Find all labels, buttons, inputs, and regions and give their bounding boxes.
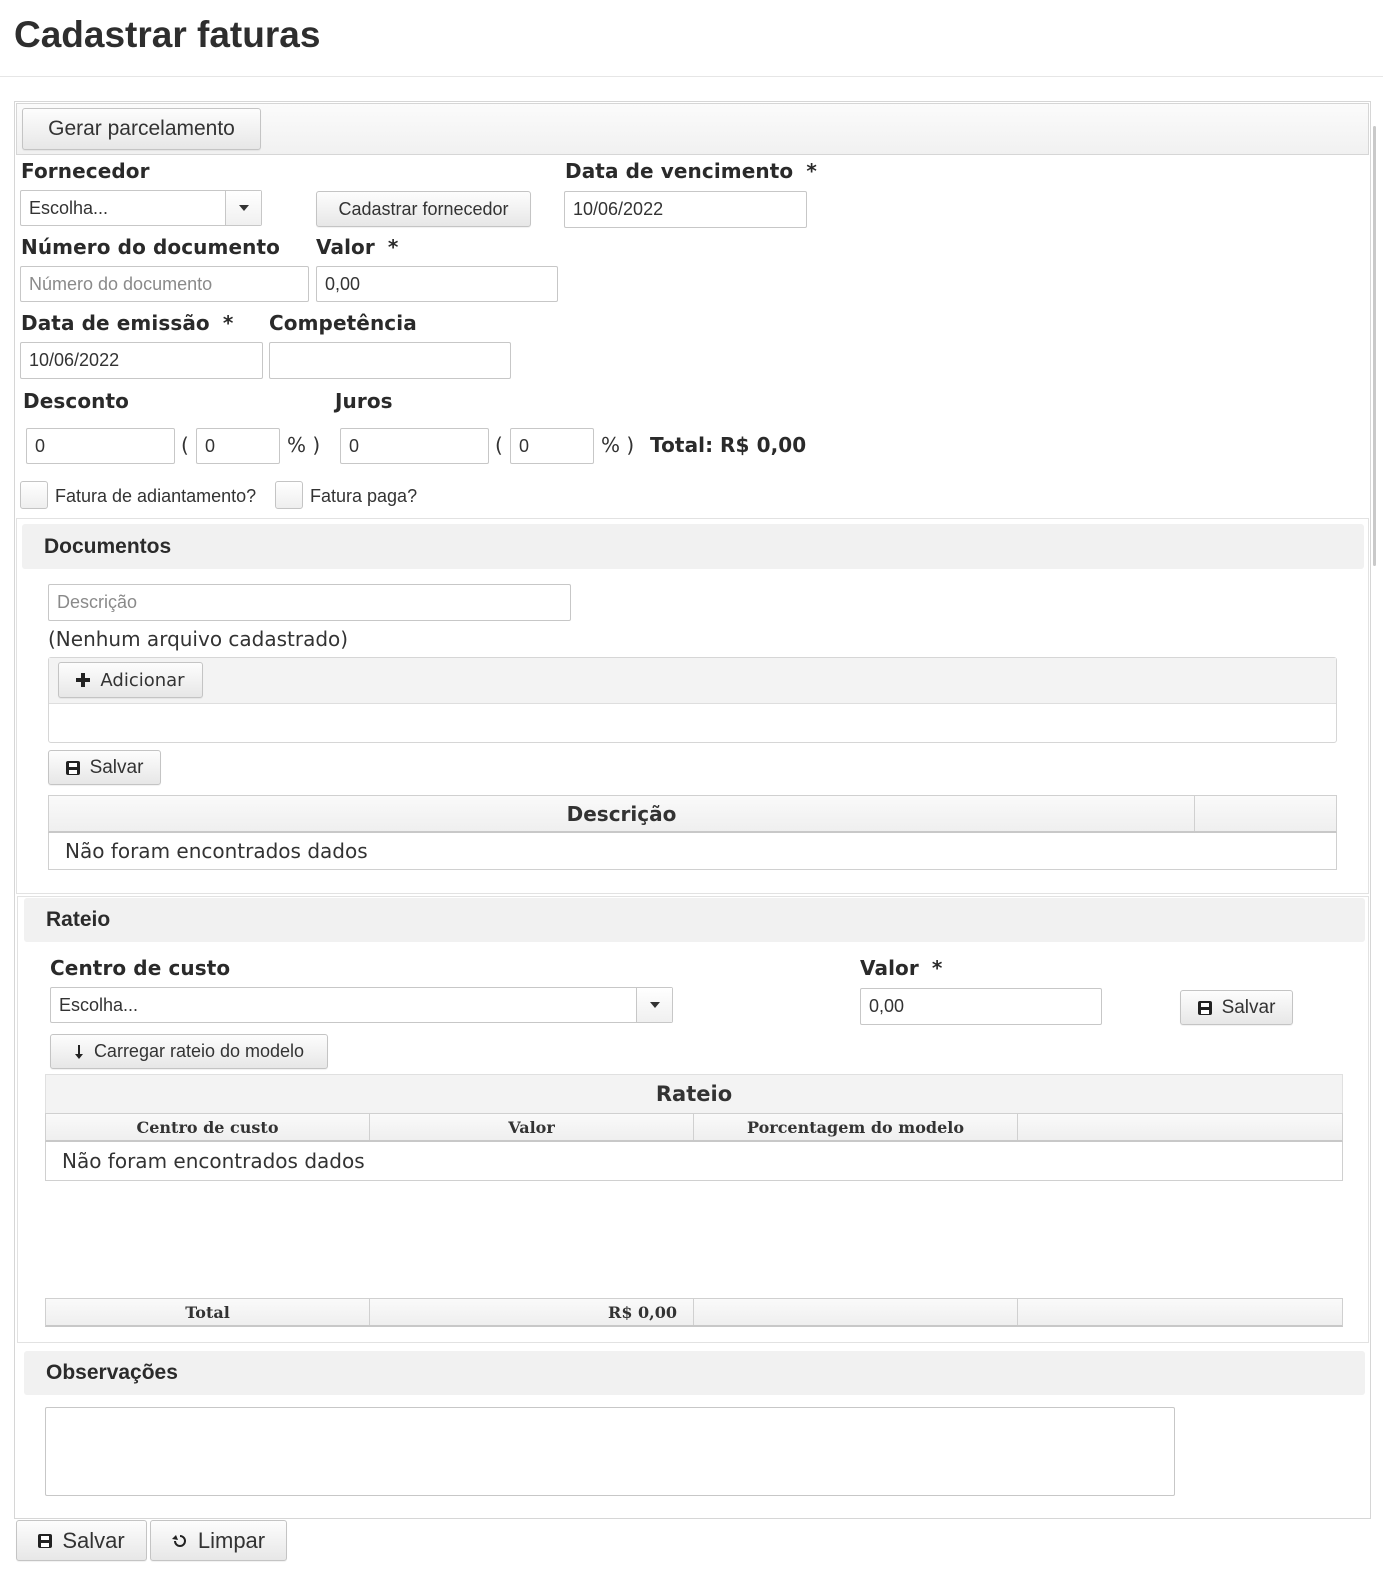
fornecedor-select-value: Escolha... <box>29 197 109 218</box>
juros-percent-input[interactable]: 0 <box>510 428 594 464</box>
salvar-label: Salvar <box>62 1527 125 1553</box>
rateio-header <box>24 898 1365 942</box>
footer-empty-cell <box>1018 1299 1342 1325</box>
emissao-label-text: Data de emissão <box>21 311 210 335</box>
competencia-label: Competência <box>269 311 417 335</box>
footer-empty-cell <box>694 1299 1018 1325</box>
column-header-valor[interactable]: Valor <box>370 1114 694 1140</box>
column-header-centro-custo[interactable]: Centro de custo <box>46 1114 370 1140</box>
rateio-valor-input[interactable]: 0,00 <box>860 988 1102 1025</box>
paga-checkbox[interactable] <box>275 481 303 509</box>
emissao-input[interactable]: 10/06/2022 <box>20 342 263 379</box>
documentos-empty-message: Não foram encontrados dados <box>65 839 368 863</box>
arrow-down-icon <box>74 1045 84 1059</box>
fornecedor-select[interactable] <box>20 190 262 226</box>
nenhum-arquivo-text: (Nenhum arquivo cadastrado) <box>48 627 349 651</box>
juros-label: Juros <box>335 389 393 413</box>
paren-open: ( <box>495 433 503 457</box>
vencimento-label <box>565 159 817 183</box>
limpar-button[interactable] <box>150 1520 287 1561</box>
footer-total-value: R$ 0,00 <box>370 1299 694 1325</box>
paga-label: Fatura paga? <box>310 486 418 506</box>
observacoes-title: Observações <box>46 1361 178 1384</box>
vencimento-input[interactable]: 10/06/2022 <box>564 191 807 228</box>
numero-documento-input[interactable]: Número do documento <box>20 266 309 302</box>
rateio-table-body <box>45 1142 1343 1181</box>
percent-close: % ) <box>601 433 635 457</box>
caret-down-icon[interactable] <box>636 988 672 1022</box>
centro-custo-label: Centro de custo <box>50 956 231 980</box>
save-icon <box>1198 1001 1212 1015</box>
save-icon <box>66 761 80 775</box>
gerar-parcelamento-button[interactable] <box>22 108 261 150</box>
column-header-porcentagem[interactable]: Porcentagem do modelo <box>694 1114 1018 1140</box>
caret-down-icon[interactable] <box>225 191 261 225</box>
refresh-icon <box>172 1534 188 1548</box>
adiantamento-label: Fatura de adiantamento? <box>55 486 257 506</box>
desconto-percent-input[interactable]: 0 <box>196 428 280 464</box>
total-value: R$ 0,00 <box>720 433 807 457</box>
cadastrar-fornecedor-label: Cadastrar fornecedor <box>338 198 509 219</box>
competencia-input[interactable] <box>269 342 511 379</box>
plus-icon <box>76 673 90 687</box>
save-icon <box>38 1534 52 1548</box>
documentos-header <box>22 524 1364 569</box>
limpar-label: Limpar <box>197 1527 266 1553</box>
rateio-valor-label <box>860 956 942 980</box>
rateio-valor-label-text: Valor <box>860 956 919 980</box>
total-label: Total: <box>650 433 714 457</box>
documentos-salvar-button[interactable] <box>48 750 161 785</box>
required-mark: * <box>931 956 943 980</box>
gerar-parcelamento-label: Gerar parcelamento <box>48 117 235 140</box>
upload-toolbar <box>49 658 1336 704</box>
observacoes-textarea[interactable] <box>45 1407 1175 1496</box>
salvar-button[interactable] <box>16 1520 147 1561</box>
rateio-table-caption: Rateio <box>45 1074 1343 1114</box>
documentos-table-body <box>48 833 1337 870</box>
percent-close: % ) <box>287 433 321 457</box>
documento-descricao-input[interactable]: Descrição <box>48 584 571 621</box>
documentos-salvar-label: Salvar <box>89 756 144 778</box>
documentos-title: Documentos <box>44 534 172 558</box>
page-title: Cadastrar faturas <box>14 14 321 55</box>
adicionar-label: Adicionar <box>100 669 185 691</box>
paren-open: ( <box>181 433 189 457</box>
rateio-empty-message: Não foram encontrados dados <box>62 1149 365 1173</box>
rateio-table-header <box>45 1113 1343 1142</box>
column-header-actions <box>1195 796 1336 831</box>
documentos-table-header <box>48 795 1337 833</box>
desconto-label: Desconto <box>23 389 130 413</box>
rateio-table-footer <box>45 1298 1343 1327</box>
rateio-salvar-button[interactable] <box>1180 990 1293 1025</box>
centro-custo-select[interactable] <box>50 987 673 1023</box>
title-divider <box>0 76 1383 77</box>
required-mark: * <box>222 311 234 335</box>
footer-total-label: Total <box>46 1299 370 1325</box>
rateio-salvar-label: Salvar <box>1221 996 1276 1018</box>
rateio-title: Rateio <box>46 908 111 931</box>
numero-documento-label: Número do documento <box>21 235 280 259</box>
observacoes-header <box>24 1351 1365 1395</box>
adiantamento-checkbox[interactable] <box>20 481 48 509</box>
adicionar-button[interactable] <box>58 662 203 698</box>
emissao-label <box>21 311 233 335</box>
cadastrar-fornecedor-button[interactable] <box>316 191 531 227</box>
fornecedor-label: Fornecedor <box>21 159 150 183</box>
required-mark: * <box>387 235 399 259</box>
column-header-actions <box>1018 1114 1342 1140</box>
column-header-descricao[interactable]: Descrição <box>49 796 1195 831</box>
centro-custo-select-value: Escolha... <box>59 994 139 1015</box>
scrollbar[interactable] <box>1373 126 1376 566</box>
valor-label <box>316 235 398 259</box>
carregar-rateio-label: Carregar rateio do modelo <box>93 1041 305 1061</box>
juros-input[interactable]: 0 <box>340 428 489 464</box>
valor-input[interactable]: 0,00 <box>316 266 558 302</box>
vencimento-label-text: Data de vencimento <box>565 159 794 183</box>
carregar-rateio-button[interactable] <box>50 1034 328 1069</box>
desconto-input[interactable]: 0 <box>26 428 175 464</box>
required-mark: * <box>806 159 817 183</box>
valor-label-text: Valor <box>316 235 375 259</box>
